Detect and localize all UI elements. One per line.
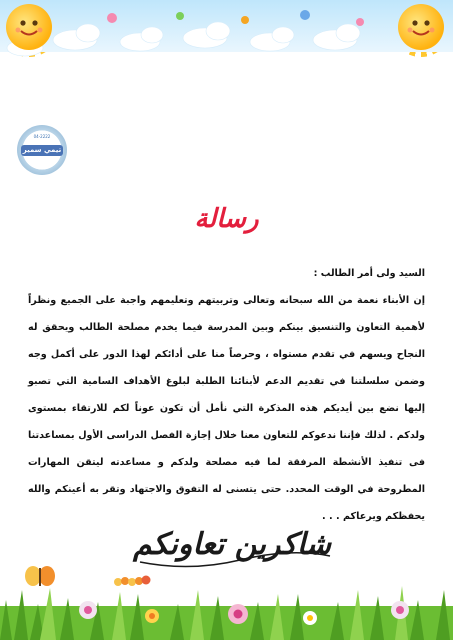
cloud-icon [0,0,453,70]
sun-icon [398,4,444,50]
signature-text: شاكرين تعاونكم [132,527,332,562]
letter-body [28,260,425,530]
letter-title: رسالة [194,204,259,234]
logo-name: تيمي سمير [22,146,62,154]
butterfly-icon [25,566,55,586]
logo-top-text: 04-2222 [33,134,51,139]
caterpillar-icon [114,576,151,587]
grass-icon [0,560,453,640]
letter-greeting: السيد ولى أمر الطالب : [313,268,425,279]
letter-paragraph: إن الأبناء نعمة من الله سبحانه وتعالى وتربيتهم وتعليمهم واجبة على الجميع ونظراً لأهمية التعاون والتنسيق بينكم وبين المدرسة فيما يخدم مصلحة الطالب ويحقق له النجاح ويسهم في تقدم مستواه ، وحرصاً منا على أدائكم لهذا الدور على أكمل وجه وضمن سلسلتنا في تقديم الدعم لأبنائنا الطلبة لبلوغ الأهداف السامية التي تصبو إليها نضع بين أيديكم هذه المذكرة التي نأمل أن تكون عوناً لكم للارتقاء بمستوى ولدكم . لذلك فإننا ندعوكم للتعاون معنا خلال إجازة الفصل الدراسى الأول بمساعدتنا فى تنفيذ الأنشطة المرفقة لما فيه مصلحة ولدكم و مساعدته ليتقن المهارات المطروحة في الوقت المحدد. حتى يتسنى له التفوق والاجتهاد وتقر به أعينكم والله يحفظكم ويرعاكم . . . [28,295,425,522]
bottom-decorative-border [0,560,453,640]
logo-stamp [17,125,67,175]
sun-icon [6,4,52,50]
top-decorative-border [0,0,453,70]
